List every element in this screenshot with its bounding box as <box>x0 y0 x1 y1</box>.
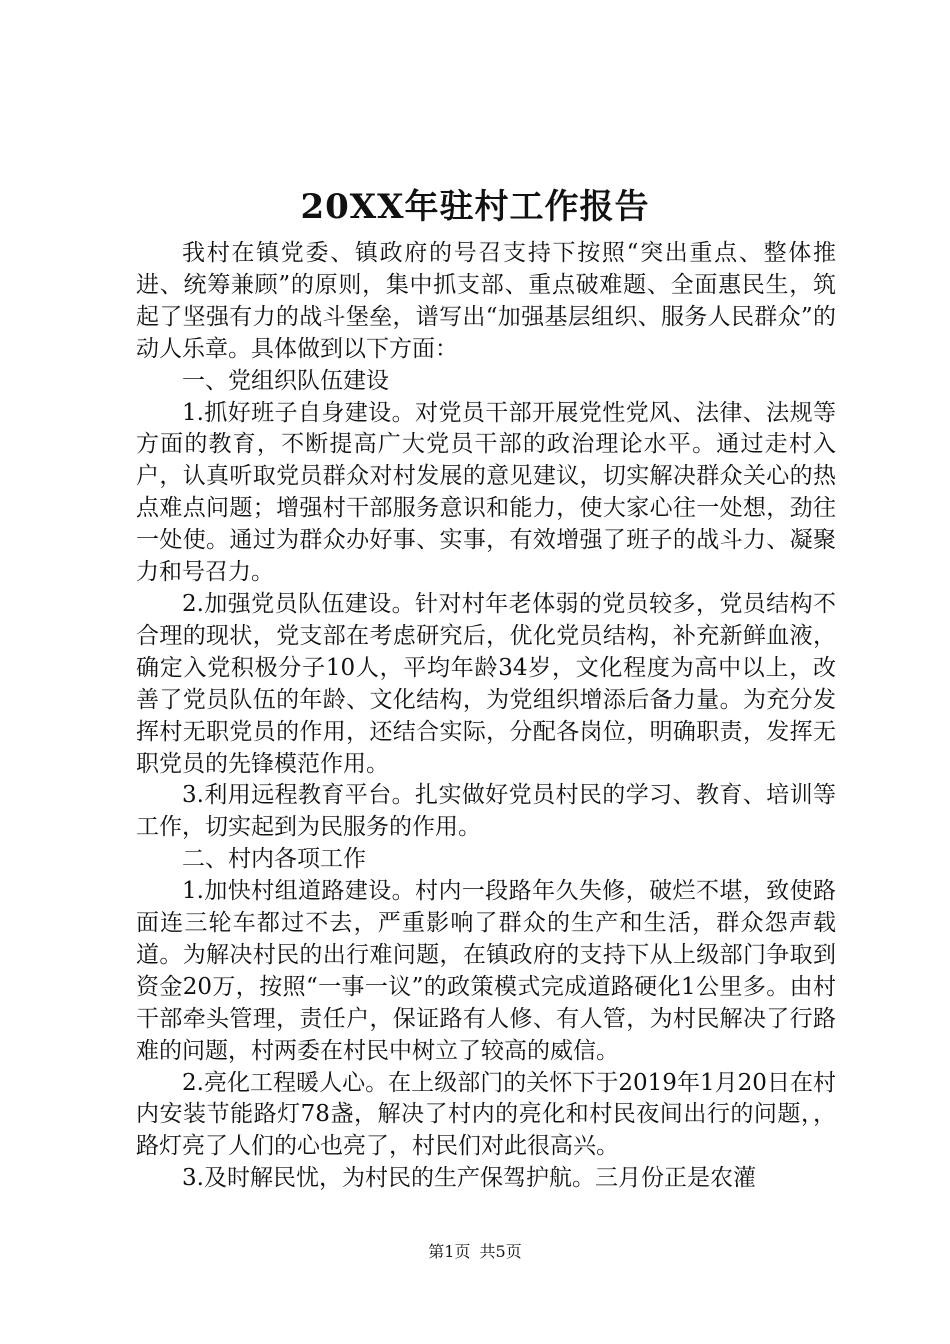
current-page-label: 第1页 <box>428 1242 471 1261</box>
paragraph-intro: 我村在镇党委、镇政府的号召支持下按照“突出重点、整体推进、统筹兼顾”的原则，集中抓支部、重点破难题、全面惠民生，筑起了坚强有力的战斗堡垒，谱写出“加强基层组织、服务人民群众”的动人乐章。具体做到以下方面： <box>136 240 836 362</box>
paragraph-party-member-team: 2.加强党员队伍建设。针对村年老体弱的党员较多，党员结构不合理的现状，党支部在考虑研究后，优化党员结构，补充新鲜血液，确定入党积极分子10人，平均年龄34岁，文化程度为高中以上，改善了党员队伍的年龄、文化结构，为党组织增添后备力量。为充分发挥村无职党员的作用，还结合实际，分配各岗位，明确职责，发挥无职党员的先锋模范作用。 <box>136 590 836 777</box>
page-footer <box>0 1240 950 1264</box>
document-body <box>136 238 836 1195</box>
paragraph-leadership-building: 1.抓好班子自身建设。对党员干部开展党性党风、法律、法规等方面的教育，不断提高广大党员干部的政治理论水平。通过走村入户，认真听取党员群众对村发展的意见建议，切实解决群众关心的热点难点问题；增强村干部服务意识和能力，使大家心往一处想，劲往一处使。通过为群众办好事、实事，有效增强了班子的战斗力、凝聚力和号召力。 <box>136 399 836 586</box>
paragraph-farm-support: 3.及时解民忧，为村民的生产保驾护航。三月份正是农灌 <box>182 1165 756 1192</box>
paragraph-lighting-project: 2.亮化工程暖人心。在上级部门的关怀下于2019年1月20日在村内安装节能路灯78盏，解决了村内的亮化和村民夜间出行的问题，，路灯亮了人们的心也亮了，村民们对此很高兴。 <box>136 1069 836 1160</box>
section-heading-village-work: 二、村内各项工作 <box>182 846 366 873</box>
paragraph-road-construction: 1.加快村组道路建设。村内一段路年久失修，破烂不堪，致使路面连三轮车都过不去，严重影响了群众的生产和生活，群众怨声载道。为解决村民的出行难问题，在镇政府的支持下从上级部门争取到资金20万，按照“一事一议”的政策模式完成道路硬化1公里多。由村干部牵头管理，责任户，保证路有人修、有人管，为村民解决了行路难的问题，村两委在村民中树立了较高的威信。 <box>136 878 836 1064</box>
total-pages-label: 共5页 <box>479 1242 522 1261</box>
page-title: 20XX年驻村工作报告 <box>300 187 650 227</box>
paragraph-remote-education: 3.利用远程教育平台。扎实做好党员村民的学习、教育、培训等工作，切实起到为民服务的作用。 <box>136 782 836 841</box>
section-heading-party-organization: 一、党组织队伍建设 <box>182 367 389 394</box>
